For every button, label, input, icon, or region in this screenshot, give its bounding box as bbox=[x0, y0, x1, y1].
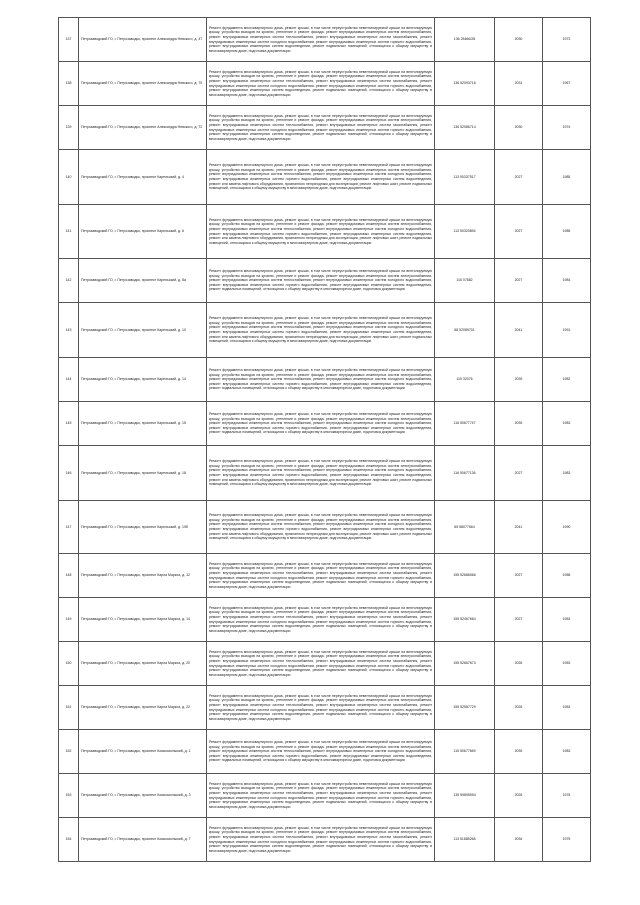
build-year-cell: 1953 bbox=[543, 642, 591, 686]
row-number: 146 bbox=[59, 446, 79, 501]
cost-cell: 135 59895594 bbox=[435, 774, 495, 818]
cost-cell: 136 25466/28 bbox=[435, 18, 495, 62]
repair-year-cell: 2027 bbox=[495, 446, 543, 501]
cost-cell: 113 51885268 bbox=[435, 818, 495, 862]
cost-cell: 113 50337517 bbox=[435, 150, 495, 205]
table-row bbox=[59, 106, 591, 150]
document-page bbox=[58, 17, 590, 862]
build-year-cell: 1973 bbox=[543, 18, 591, 62]
build-year-cell: 1953 bbox=[543, 686, 591, 730]
cost-cell: 116 50677747 bbox=[435, 402, 495, 446]
repair-year-cell: 2041 bbox=[495, 501, 543, 554]
address-cell: Петрозаводский ГО, г. Петрозаводск, проспект Карельский, д. 8а bbox=[79, 259, 207, 303]
build-year-cell: 1975 bbox=[543, 818, 591, 862]
address-cell: Петрозаводский ГО, г. Петрозаводск, проспект Карельский, д. 18 bbox=[79, 446, 207, 501]
address-cell: Петрозаводский ГО, г. Петрозаводск, проспект Карельский, д. 6 bbox=[79, 205, 207, 259]
cost-cell: 115 32076 bbox=[435, 358, 495, 402]
address-cell: Петрозаводский ГО, г. Петрозаводск, проспект Комсомольский, д. 7 bbox=[79, 818, 207, 862]
works-cell: Ремонт фундамента многоквартирного дома, ремонт крыши, в том числе переустройство невентилируемой крыши на вентилируемую крышу, устройство выходов на кровлю, утепление и ремонт фасада, ремонт внутридомовых инженерных систем электроснабжения, ремонт внутридомовых инженерных систем теплоснабжения, ремонт внутридомовых инженерных систем холодного водоснабжения, ремонт внутридомовых инженерных систем горячего водоснабжения, ремонт внутридомовых инженерных систем водоотведения, ремонт или замена лифтового оборудования, признанного непригодным для эксплуатации, ремонт лифтовых шахт, ремонт подвальных помещений, относящихся к общему имуществу в многоквартирном доме, подготовка документации bbox=[207, 501, 435, 554]
row-number: 147 bbox=[59, 501, 79, 554]
build-year-cell: 1984 bbox=[543, 259, 591, 303]
build-year-cell: 1967 bbox=[543, 62, 591, 106]
table-row bbox=[59, 818, 591, 862]
row-number: 144 bbox=[59, 358, 79, 402]
table-body bbox=[59, 18, 591, 862]
address-cell: Петрозаводский ГО, г. Петрозаводск, проспект Карельский, д. 14 bbox=[79, 358, 207, 402]
table-row bbox=[59, 62, 591, 106]
works-cell: Ремонт фундамента многоквартирного дома, ремонт крыши, в том числе переустройство невентилируемой крыши на вентилируемую крышу, устройство выходов на кровлю, утепление и ремонт фасада, ремонт внутридомовых инженерных систем электроснабжения, ремонт внутридомовых инженерных систем теплоснабжения, ремонт внутридомовых инженерных систем газоснабжения, ремонт внутридомовых инженерных систем холодного водоснабжения, ремонт внутридомовых инженерных систем горячего водоснабжения, ремонт внутридомовых инженерных систем водоотведения, ремонт подвальных помещений, относящихся к общему имуществу в многоквартирном доме, подготовка документации bbox=[207, 686, 435, 730]
repair-year-cell: 2026 bbox=[495, 642, 543, 686]
address-cell: Петрозаводский ГО, г. Петрозаводск, проспект Карла Маркса, д. 22 bbox=[79, 686, 207, 730]
works-cell: Ремонт фундамента многоквартирного дома, ремонт крыши, в том числе переустройство невентилируемой крыши на вентилируемую крышу, устройство выходов на кровлю, утепление и ремонт фасада, ремонт внутридомовых инженерных систем электроснабжения, ремонт внутридомовых инженерных систем теплоснабжения, ремонт внутридомовых инженерных систем газоснабжения, ремонт внутридомовых инженерных систем холодного водоснабжения, ремонт внутридомовых инженерных систем горячего водоснабжения, ремонт внутридомовых инженерных систем водоотведения, ремонт подвальных помещений, относящихся к общему имуществу в многоквартирном доме, подготовка документации bbox=[207, 598, 435, 642]
cost-cell: 136 52093716 bbox=[435, 62, 495, 106]
cost-cell: 65 58077664 bbox=[435, 501, 495, 554]
repair-year-cell: 2026 bbox=[495, 686, 543, 730]
works-cell: Ремонт фундамента многоквартирного дома, ремонт крыши, в том числе переустройство невентилируемой крыши на вентилируемую крышу, устройство выходов на кровлю, утепление и ремонт фасада, ремонт внутридомовых инженерных систем электроснабжения, ремонт внутридомовых инженерных систем теплоснабжения, ремонт внутридомовых инженерных систем холодного водоснабжения, ремонт внутридомовых инженерных систем горячего водоснабжения, ремонт внутридомовых инженерных систем водоотведения, ремонт или замена лифтового оборудования, признанного непригодным для эксплуатации, ремонт лифтовых шахт, ремонт подвальных помещений, относящихся к общему имуществу в многоквартирном доме, подготовка документации bbox=[207, 303, 435, 358]
repair-year-cell: 2039 bbox=[495, 730, 543, 774]
works-cell: Ремонт фундамента многоквартирного дома, ремонт крыши, в том числе переустройство невентилируемой крыши на вентилируемую крышу, устройство выходов на кровлю, утепление и ремонт фасада, ремонт внутридомовых инженерных систем электроснабжения, ремонт внутридомовых инженерных систем теплоснабжения, ремонт внутридомовых инженерных систем газоснабжения, ремонт внутридомовых инженерных систем холодного водоснабжения, ремонт внутридомовых инженерных систем горячего водоснабжения, ремонт внутридомовых инженерных систем водоотведения, ремонт подвальных помещений, относящихся к общему имуществу в многоквартирном доме, подготовка документации bbox=[207, 106, 435, 150]
build-year-cell: 1974 bbox=[543, 106, 591, 150]
repair-year-cell: 2027 bbox=[495, 598, 543, 642]
repair-year-cell: 2041 bbox=[495, 303, 543, 358]
cost-cell: 136 52086714 bbox=[435, 106, 495, 150]
cost-cell: 155 52587729 bbox=[435, 686, 495, 730]
build-year-cell: 1991 bbox=[543, 303, 591, 358]
row-number: 141 bbox=[59, 205, 79, 259]
row-number: 139 bbox=[59, 106, 79, 150]
address-cell: Петрозаводский ГО, г. Петрозаводск, проспект Комсомольский, д. 3 bbox=[79, 774, 207, 818]
address-cell: Петрозаводский ГО, г. Петрозаводск, проспект Александра Невского, д. 47 bbox=[79, 18, 207, 62]
build-year-cell: 1982 bbox=[543, 358, 591, 402]
repair-year-cell: 2027 bbox=[495, 259, 543, 303]
cost-cell: 113 50320894 bbox=[435, 205, 495, 259]
row-number: 140 bbox=[59, 150, 79, 205]
address-cell: Петрозаводский ГО, г. Петрозаводск, проспект Карла Маркса, д. 14 bbox=[79, 598, 207, 642]
row-number: 138 bbox=[59, 62, 79, 106]
address-cell: Петрозаводский ГО, г. Петрозаводск, проспект Карельский, д. 15 bbox=[79, 402, 207, 446]
table-row bbox=[59, 259, 591, 303]
row-number: 153 bbox=[59, 774, 79, 818]
row-number: 154 bbox=[59, 818, 79, 862]
cost-cell: 68 52089701 bbox=[435, 303, 495, 358]
works-cell: Ремонт фундамента многоквартирного дома, ремонт крыши, в том числе переустройство невентилируемой крыши на вентилируемую крышу, устройство выходов на кровлю, утепление и ремонт фасада, ремонт внутридомовых инженерных систем электроснабжения, ремонт внутридомовых инженерных систем теплоснабжения, ремонт внутридомовых инженерных систем газоснабжения, ремонт внутридомовых инженерных систем холодного водоснабжения, ремонт внутридомовых инженерных систем горячего водоснабжения, ремонт внутридомовых инженерных систем водоотведения, ремонт подвальных помещений, относящихся к общему имуществу в многоквартирном доме, подготовка документации bbox=[207, 642, 435, 686]
row-number: 150 bbox=[59, 642, 79, 686]
row-number: 151 bbox=[59, 686, 79, 730]
works-cell: Ремонт фундамента многоквартирного дома, ремонт крыши, в том числе переустройство невентилируемой крыши на вентилируемую крышу, устройство выходов на кровлю, утепление и ремонт фасада, ремонт внутридомовых инженерных систем электроснабжения, ремонт внутридомовых инженерных систем теплоснабжения, ремонт внутридомовых инженерных систем холодного водоснабжения, ремонт внутридомовых инженерных систем горячего водоснабжения, ремонт внутридомовых инженерных систем водоотведения, ремонт или замена лифтового оборудования, признанного непригодным для эксплуатации, ремонт лифтовых шахт, ремонт подвальных помещений, относящихся к общему имуществу в многоквартирном доме, подготовка документации bbox=[207, 205, 435, 259]
address-cell: Петрозаводский ГО, г. Петрозаводск, проспект Карельский, д. 19б bbox=[79, 501, 207, 554]
table-row bbox=[59, 446, 591, 501]
repair-year-cell: 2030 bbox=[495, 18, 543, 62]
address-cell: Петрозаводский ГО, г. Петрозаводск, проспект Комсомольский, д. 1 bbox=[79, 730, 207, 774]
address-cell: Петрозаводский ГО, г. Петрозаводск, проспект Карельский, д. 10 bbox=[79, 303, 207, 358]
table-row bbox=[59, 774, 591, 818]
works-cell: Ремонт фундамента многоквартирного дома, ремонт крыши, в том числе переустройство невентилируемой крыши на вентилируемую крышу, устройство выходов на кровлю, утепление и ремонт фасада, ремонт внутридомовых инженерных систем электроснабжения, ремонт внутридомовых инженерных систем теплоснабжения, ремонт внутридомовых инженерных систем холодного водоснабжения, ремонт внутридомовых инженерных систем горячего водоснабжения, ремонт внутридомовых инженерных систем водоотведения, ремонт подвальных помещений, относящихся к общему имуществу в многоквартирном доме, подготовка документации bbox=[207, 358, 435, 402]
cost-cell: 116 50677136 bbox=[435, 446, 495, 501]
works-cell: Ремонт фундамента многоквартирного дома, ремонт крыши, в том числе переустройство невентилируемой крыши на вентилируемую крышу, устройство выходов на кровлю, утепление и ремонт фасада, ремонт внутридомовых инженерных систем электроснабжения, ремонт внутридомовых инженерных систем теплоснабжения, ремонт внутридомовых инженерных систем газоснабжения, ремонт внутридомовых инженерных систем холодного водоснабжения, ремонт внутридомовых инженерных систем горячего водоснабжения, ремонт внутридомовых инженерных систем водоотведения, ремонт подвальных помещений, относящихся к общему имуществу в многоквартирном доме, подготовка документации bbox=[207, 818, 435, 862]
table-row bbox=[59, 402, 591, 446]
repair-year-cell: 2031 bbox=[495, 62, 543, 106]
row-number: 143 bbox=[59, 303, 79, 358]
cost-cell: 115 50677669 bbox=[435, 730, 495, 774]
repair-year-cell: 2039 bbox=[495, 358, 543, 402]
works-cell: Ремонт фундамента многоквартирного дома, ремонт крыши, в том числе переустройство невентилируемой крыши на вентилируемую крышу, устройство выходов на кровлю, утепление и ремонт фасада, ремонт внутридомовых инженерных систем электроснабжения, ремонт внутридомовых инженерных систем теплоснабжения, ремонт внутридомовых инженерных систем газоснабжения, ремонт внутридомовых инженерных систем холодного водоснабжения, ремонт внутридомовых инженерных систем горячего водоснабжения, ремонт внутридомовых инженерных систем водоотведения, ремонт подвальных помещений, относящихся к общему имуществу в многоквартирном доме, подготовка документации bbox=[207, 554, 435, 598]
repair-year-cell: 2027 bbox=[495, 150, 543, 205]
table-row bbox=[59, 642, 591, 686]
address-cell: Петрозаводский ГО, г. Петрозаводск, проспект Карла Маркса, д. 20 bbox=[79, 642, 207, 686]
table-row bbox=[59, 150, 591, 205]
works-cell: Ремонт фундамента многоквартирного дома, ремонт крыши, в том числе переустройство невентилируемой крыши на вентилируемую крышу, устройство выходов на кровлю, утепление и ремонт фасада, ремонт внутридомовых инженерных систем электроснабжения, ремонт внутридомовых инженерных систем теплоснабжения, ремонт внутридомовых инженерных систем газоснабжения, ремонт внутридомовых инженерных систем холодного водоснабжения, ремонт внутридомовых инженерных систем горячего водоснабжения, ремонт внутридомовых инженерных систем водоотведения, ремонт подвальных помещений, относящихся к общему имуществу в многоквартирном доме, подготовка документации bbox=[207, 62, 435, 106]
row-number: 152 bbox=[59, 730, 79, 774]
build-year-cell: 1976 bbox=[543, 774, 591, 818]
build-year-cell: 1983 bbox=[543, 402, 591, 446]
cost-cell: 155 52686566 bbox=[435, 554, 495, 598]
cost-cell: 116 07882 bbox=[435, 259, 495, 303]
works-cell: Ремонт фундамента многоквартирного дома, ремонт крыши, в том числе переустройство невентилируемой крыши на вентилируемую крышу, устройство выходов на кровлю, утепление и ремонт фасада, ремонт внутридомовых инженерных систем электроснабжения, ремонт внутридомовых инженерных систем теплоснабжения, ремонт внутридомовых инженерных систем газоснабжения, ремонт внутридомовых инженерных систем холодного водоснабжения, ремонт внутридомовых инженерных систем горячего водоснабжения, ремонт внутридомовых инженерных систем водоотведения, ремонт подвальных помещений, относящихся к общему имуществу в многоквартирном доме, подготовка документации bbox=[207, 774, 435, 818]
works-cell: Ремонт фундамента многоквартирного дома, ремонт крыши, в том числе переустройство невентилируемой крыши на вентилируемую крышу, устройство выходов на кровлю, утепление и ремонт фасада, ремонт внутридомовых инженерных систем электроснабжения, ремонт внутридомовых инженерных систем теплоснабжения, ремонт внутридомовых инженерных систем газоснабжения, ремонт внутридомовых инженерных систем холодного водоснабжения, ремонт внутридомовых инженерных систем горячего водоснабжения, ремонт внутридомовых инженерных систем водоотведения, ремонт подвальных помещений, относящихся к общему имуществу в многоквартирном доме, подготовка документации bbox=[207, 18, 435, 62]
build-year-cell: 1958 bbox=[543, 554, 591, 598]
row-number: 148 bbox=[59, 554, 79, 598]
works-cell: Ремонт фундамента многоквартирного дома, ремонт крыши, в том числе переустройство невентилируемой крыши на вентилируемую крышу, устройство выходов на кровлю, утепление и ремонт фасада, ремонт внутридомовых инженерных систем электроснабжения, ремонт внутридомовых инженерных систем теплоснабжения, ремонт внутридомовых инженерных систем холодного водоснабжения, ремонт внутридомовых инженерных систем горячего водоснабжения, ремонт внутридомовых инженерных систем водоотведения, ремонт или замена лифтового оборудования, признанного непригодным для эксплуатации, ремонт лифтовых шахт, ремонт подвальных помещений, относящихся к общему имуществу в многоквартирном доме, подготовка документации bbox=[207, 446, 435, 501]
works-cell: Ремонт фундамента многоквартирного дома, ремонт крыши, в том числе переустройство невентилируемой крыши на вентилируемую крышу, устройство выходов на кровлю, утепление и ремонт фасада, ремонт внутридомовых инженерных систем электроснабжения, ремонт внутридомовых инженерных систем теплоснабжения, ремонт внутридомовых инженерных систем холодного водоснабжения, ремонт внутридомовых инженерных систем горячего водоснабжения, ремонт внутридомовых инженерных систем водоотведения, ремонт подвальных помещений, относящихся к общему имуществу в многоквартирном доме, подготовка документации bbox=[207, 730, 435, 774]
repair-year-cell: 2026 bbox=[495, 774, 543, 818]
table-row bbox=[59, 205, 591, 259]
table-row bbox=[59, 501, 591, 554]
build-year-cell: 1983 bbox=[543, 446, 591, 501]
cost-cell: 155 52667674 bbox=[435, 642, 495, 686]
table-row bbox=[59, 358, 591, 402]
row-number: 142 bbox=[59, 259, 79, 303]
build-year-cell: 1983 bbox=[543, 730, 591, 774]
table-row bbox=[59, 554, 591, 598]
row-number: 145 bbox=[59, 402, 79, 446]
repair-year-cell: 2027 bbox=[495, 554, 543, 598]
build-year-cell: 1953 bbox=[543, 598, 591, 642]
works-cell: Ремонт фундамента многоквартирного дома, ремонт крыши, в том числе переустройство невентилируемой крыши на вентилируемую крышу, устройство выходов на кровлю, утепление и ремонт фасада, ремонт внутридомовых инженерных систем электроснабжения, ремонт внутридомовых инженерных систем теплоснабжения, ремонт внутридомовых инженерных систем холодного водоснабжения, ремонт внутридомовых инженерных систем горячего водоснабжения, ремонт внутридомовых инженерных систем водоотведения, ремонт или замена лифтового оборудования, признанного непригодным для эксплуатации, ремонт лифтовых шахт, ремонт подвальных помещений, относящихся к общему имуществу в многоквартирном доме, подготовка документации bbox=[207, 150, 435, 205]
repair-year-cell: 2030 bbox=[495, 106, 543, 150]
works-cell: Ремонт фундамента многоквартирного дома, ремонт крыши, в том числе переустройство невентилируемой крыши на вентилируемую крышу, устройство выходов на кровлю, утепление и ремонт фасада, ремонт внутридомовых инженерных систем электроснабжения, ремонт внутридомовых инженерных систем теплоснабжения, ремонт внутридомовых инженерных систем холодного водоснабжения, ремонт внутридомовых инженерных систем горячего водоснабжения, ремонт внутридомовых инженерных систем водоотведения, ремонт подвальных помещений, относящихся к общему имуществу в многоквартирном доме, подготовка документации bbox=[207, 259, 435, 303]
works-cell: Ремонт фундамента многоквартирного дома, ремонт крыши, в том числе переустройство невентилируемой крыши на вентилируемую крышу, устройство выходов на кровлю, утепление и ремонт фасада, ремонт внутридомовых инженерных систем электроснабжения, ремонт внутридомовых инженерных систем теплоснабжения, ремонт внутридомовых инженерных систем холодного водоснабжения, ремонт внутридомовых инженерных систем горячего водоснабжения, ремонт внутридомовых инженерных систем водоотведения, ремонт подвальных помещений, относящихся к общему имуществу в многоквартирном доме, подготовка документации bbox=[207, 402, 435, 446]
repair-year-cell: 2034 bbox=[495, 818, 543, 862]
address-cell: Петрозаводский ГО, г. Петрозаводск, проспект Карла Маркса, д. 12 bbox=[79, 554, 207, 598]
table-row bbox=[59, 730, 591, 774]
build-year-cell: 1985 bbox=[543, 150, 591, 205]
table-row bbox=[59, 303, 591, 358]
table-row bbox=[59, 18, 591, 62]
cost-cell: 155 52467664 bbox=[435, 598, 495, 642]
address-cell: Петрозаводский ГО, г. Петрозаводск, проспект Александра Невского, д. 70 bbox=[79, 62, 207, 106]
build-year-cell: 1985 bbox=[543, 205, 591, 259]
address-cell: Петрозаводский ГО, г. Петрозаводск, проспект Александра Невского, д. 72 bbox=[79, 106, 207, 150]
address-cell: Петрозаводский ГО, г. Петрозаводск, проспект Карельский, д. 4 bbox=[79, 150, 207, 205]
row-number: 149 bbox=[59, 598, 79, 642]
row-number: 137 bbox=[59, 18, 79, 62]
repair-year-cell: 2039 bbox=[495, 402, 543, 446]
table-row bbox=[59, 598, 591, 642]
capital-repair-table bbox=[58, 17, 591, 862]
build-year-cell: 1990 bbox=[543, 501, 591, 554]
table-row bbox=[59, 686, 591, 730]
repair-year-cell: 2027 bbox=[495, 205, 543, 259]
